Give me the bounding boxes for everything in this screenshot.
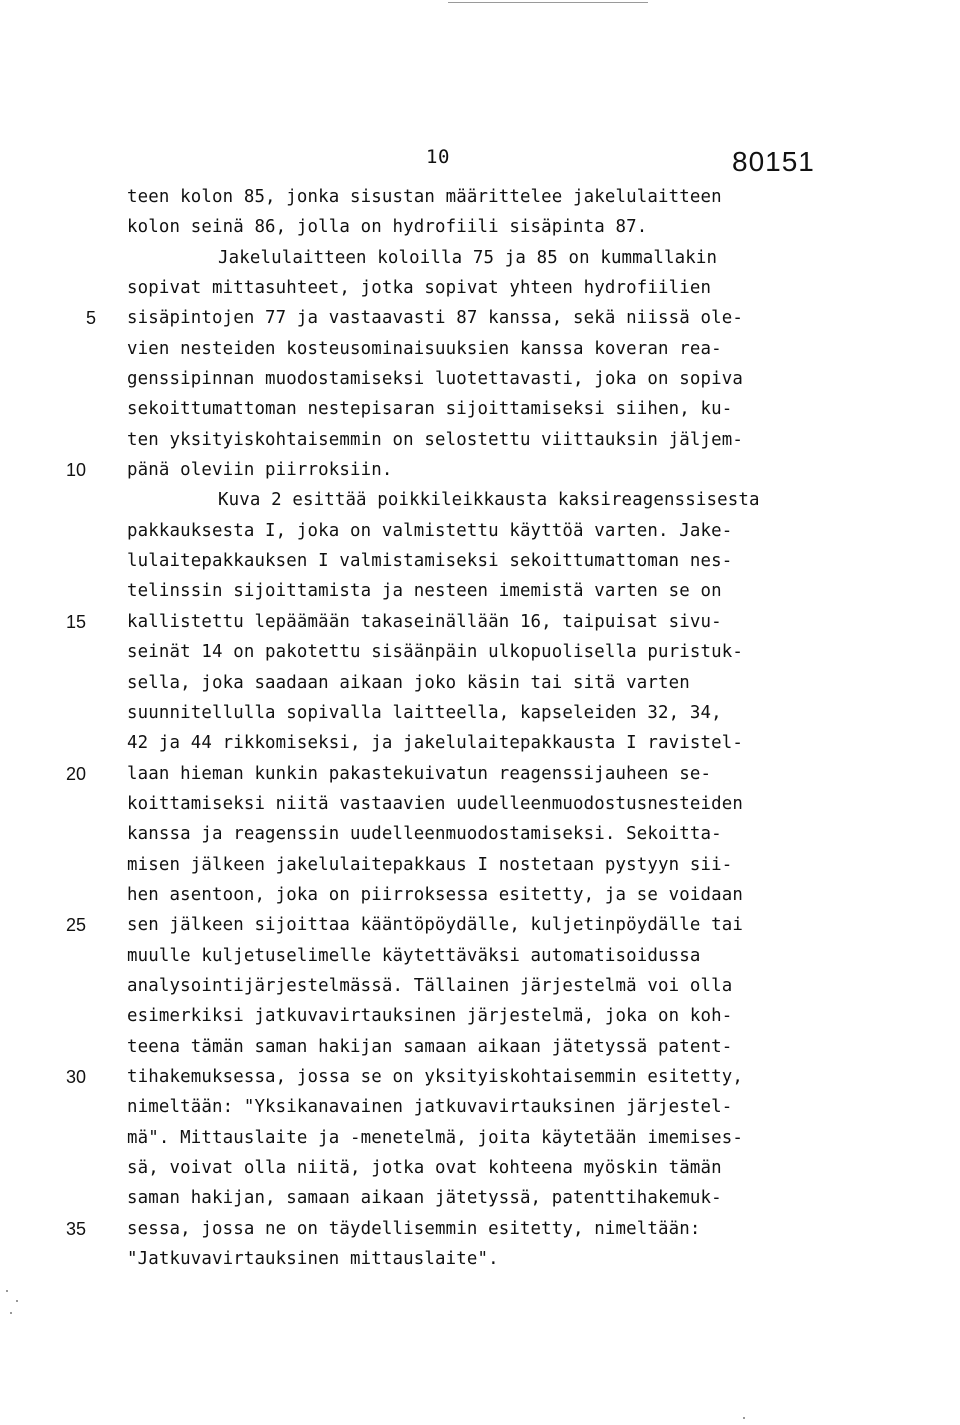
scan-speck xyxy=(10,1312,12,1314)
line-text: sä, voivat olla niitä, jotka ovat kohteena myöskin tämän xyxy=(127,1158,722,1178)
line-text: sopivat mittasuhteet, jotka sopivat yhteen hydrofiilien xyxy=(127,278,712,299)
text-line xyxy=(0,273,960,303)
line-text: kolon seinä 86, jolla on hydrofiili sisäpinta 87. xyxy=(127,217,648,238)
text-line xyxy=(0,759,960,789)
text-line xyxy=(0,637,960,667)
line-text: mä". Mittauslaite ja -menetelmä, joita käytetään imemises- xyxy=(127,1127,743,1148)
text-line xyxy=(0,789,960,819)
line-text: teena tämän saman hakijan samaan aikaan jätetyssä patent- xyxy=(127,1036,733,1057)
text-line xyxy=(0,1244,960,1274)
line-number: 20 xyxy=(66,763,87,784)
line-text: koittamiseksi niitä vastaavien uudelleenmuodostusnesteiden xyxy=(127,793,743,814)
text-line xyxy=(0,1183,960,1213)
line-text: teen kolon 85, jonka sisustan määrittelee jakelulaitteen xyxy=(127,187,722,207)
line-text: sella, joka saadaan aikaan joko käsin tai sitä varten xyxy=(127,672,690,693)
scan-speck xyxy=(6,1290,8,1292)
text-line xyxy=(0,243,960,273)
text-line xyxy=(0,910,960,940)
scan-speck xyxy=(743,1417,745,1419)
scan-artifact-line xyxy=(448,2,648,3)
line-text: nimeltään: "Yksikanavainen jatkuvavirtauksinen järjestel- xyxy=(127,1097,733,1118)
line-text: Jakelulaitteen koloilla 75 ja 85 on kummallakin xyxy=(218,247,718,268)
text-line xyxy=(0,485,960,515)
line-text: saman hakijan, samaan aikaan jätetyssä, patenttihakemuk- xyxy=(127,1188,722,1209)
line-text: muulle kuljetuselimelle käytettäväksi automatisoidussa xyxy=(127,945,701,966)
text-line xyxy=(0,303,960,333)
line-text: sessa, jossa ne on täydellisemmin esitetty, nimeltään: xyxy=(127,1218,701,1239)
line-text: genssipinnan muodostamiseksi luotettavasti, joka on sopiva xyxy=(127,369,743,390)
text-line xyxy=(0,668,960,698)
line-number: 10 xyxy=(66,460,87,481)
line-text: sekoittumattoman nestepisaran sijoittamiseksi siihen, ku- xyxy=(127,399,733,420)
line-text: seinät 14 on pakotettu sisäänpäin ulkopuolisella puristuk- xyxy=(127,642,743,663)
line-text: ten yksityiskohtaisemmin on selostettu viittauksin jäljem- xyxy=(127,429,743,450)
line-text: lulaitepakkauksen I valmistamiseksi sekoittumattoman nes- xyxy=(127,551,733,572)
text-line xyxy=(0,1062,960,1092)
line-text: pakkauksesta I, joka on valmistettu käyttöä varten. Jake- xyxy=(127,520,733,541)
text-line xyxy=(0,1214,960,1244)
line-number: 25 xyxy=(66,915,87,936)
line-text: 42 ja 44 rikkomiseksi, ja jakelulaitepakkausta I ravistel- xyxy=(127,733,743,754)
text-line xyxy=(0,182,960,212)
patent-number: 80151 xyxy=(732,146,815,177)
text-line xyxy=(0,576,960,606)
text-line xyxy=(0,212,960,242)
text-line xyxy=(0,850,960,880)
text-line xyxy=(0,334,960,364)
text-line xyxy=(0,941,960,971)
line-text: misen jälkeen jakelulaitepakkaus I nostetaan pystyyn sii- xyxy=(127,854,733,875)
line-text: kanssa ja reagenssin uudelleenmuodostamiseksi. Sekoitta- xyxy=(127,824,722,845)
text-line xyxy=(0,546,960,576)
text-line xyxy=(0,455,960,485)
line-text: Kuva 2 esittää poikkileikkausta kaksireagenssisesta xyxy=(218,490,760,511)
text-line xyxy=(0,1153,960,1183)
line-number: 35 xyxy=(66,1218,87,1239)
line-text: laan hieman kunkin pakastekuivatun reagenssijauheen se- xyxy=(127,763,712,784)
text-line xyxy=(0,516,960,546)
line-number: 30 xyxy=(66,1066,87,1087)
text-line xyxy=(0,425,960,455)
line-text: hen asentoon, joka on piirroksessa esitetty, ja se voidaan xyxy=(127,884,743,905)
text-line xyxy=(0,1032,960,1062)
line-text: suunnitellulla sopivalla laitteella, kapseleiden 32, 34, xyxy=(127,702,722,723)
text-line xyxy=(0,1123,960,1153)
line-text: esimerkiksi jatkuvavirtauksinen järjestelmä, joka on koh- xyxy=(127,1006,733,1027)
line-text: telinssin sijoittamista ja nesteen imemistä varten se on xyxy=(127,581,722,602)
text-line xyxy=(0,698,960,728)
line-text: tihakemuksessa, jossa se on yksityiskohtaisemmin esitetty, xyxy=(127,1066,743,1087)
line-text: vien nesteiden kosteusominaisuuksien kanssa koveran rea- xyxy=(127,338,722,359)
text-line xyxy=(0,971,960,1001)
line-text: kallistettu lepäämään takaseinällään 16, taipuisat sivu- xyxy=(127,611,722,632)
text-line xyxy=(0,364,960,394)
scan-speck xyxy=(16,1300,18,1302)
line-text: pänä oleviin piirroksiin. xyxy=(127,460,393,481)
line-text: analysointijärjestelmässä. Tällainen järjestelmä voi olla xyxy=(127,975,733,996)
line-number: 15 xyxy=(66,611,87,632)
text-line xyxy=(0,394,960,424)
line-text: sisäpintojen 77 ja vastaavasti 87 kanssa, sekä niissä ole- xyxy=(127,308,743,329)
document-body xyxy=(0,182,960,1274)
text-line xyxy=(0,819,960,849)
text-line xyxy=(0,880,960,910)
text-line xyxy=(0,607,960,637)
line-text: sen jälkeen sijoittaa kääntöpöydälle, kuljetinpöydälle tai xyxy=(127,915,743,936)
text-line xyxy=(0,728,960,758)
text-line xyxy=(0,1001,960,1031)
page-number: 10 xyxy=(426,146,450,168)
line-number: 5 xyxy=(86,308,97,329)
text-line xyxy=(0,1092,960,1122)
line-text: "Jatkuvavirtauksinen mittauslaite". xyxy=(127,1249,499,1270)
